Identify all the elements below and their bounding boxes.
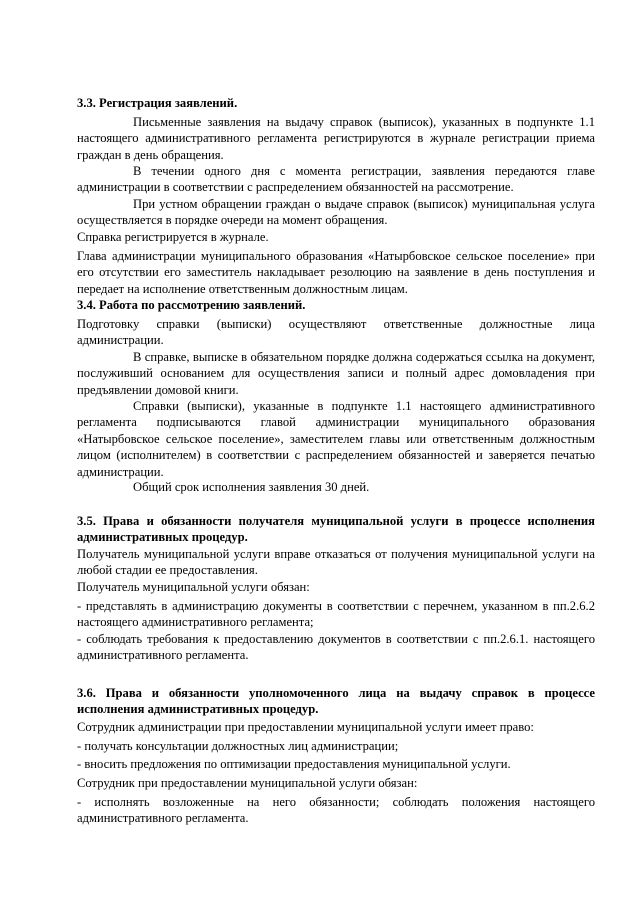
section-3-5-paragraph-4: - соблюдать требования к предоставлению документов в соответствии с пп.2.6.1. настоящего административного регламента. <box>77 632 595 663</box>
section-3-6-paragraph-2: - получать консультации должностных лиц администрации; <box>77 739 399 753</box>
section-3-4-paragraph-2: В справке, выписке в обязательном порядке должна содержаться ссылка на документ, послуживший основанием для осуществления записи и полный адрес домовладения при предъявлении домовой книги. <box>77 350 595 397</box>
section-3-5-heading: 3.5. Права и обязанности получателя муниципальной услуги в процессе исполнения административных процедур. <box>77 514 595 545</box>
section-3-6-paragraph-3: - вносить предложения по оптимизации предоставления муниципальной услуги. <box>77 757 511 771</box>
section-3-4-heading: 3.4. Работа по рассмотрению заявлений. <box>77 298 306 312</box>
section-3-6-paragraph-4: Сотрудник при предоставлении муниципальной услуги обязан: <box>77 776 418 790</box>
section-3-3-paragraph-4: Справка регистрируется в журнале. <box>77 230 269 244</box>
section-3-5-paragraph-3: - представлять в администрацию документы в соответствии с перечнем, указанном в пп.2.6.2 настоящего административного регламента; <box>77 599 595 630</box>
section-3-3-paragraph-3: При устном обращении граждан о выдаче справок (выписок) муниципальная услуга осуществляется в порядке очереди на момент обращения. <box>77 197 595 228</box>
section-3-3-paragraph-5: Глава администрации муниципального образования «Натырбовское сельское поселение» при его отсутствии его заместитель накладывает резолюцию на заявление в день поступления и передает на исполнение ответственным должностным лицам. <box>77 249 595 296</box>
section-3-4-paragraph-3: Справки (выписки), указанные в подпункте 1.1 настоящего административного регламента подписываются главой администрации муниципального образования «Натырбовское сельское поселение», заместителем главы или ответственным должностным лицом (исполнителем) в соответствии с распределением обязанностей и заверяется печатью администрации. <box>77 399 595 479</box>
section-3-6-paragraph-1: Сотрудник администрации при предоставлении муниципальной услуги имеет право: <box>77 720 534 734</box>
section-3-3-paragraph-1: Письменные заявления на выдачу справок (выписок), указанных в подпункте 1.1 настоящего административного регламента регистрируются в журнале регистрации приема граждан в день обращения. <box>77 115 595 162</box>
section-3-6-paragraph-5: - исполнять возложенные на него обязанности; соблюдать положения настоящего административного регламента. <box>77 795 595 826</box>
section-3-4-paragraph-4: Общий срок исполнения заявления 30 дней. <box>133 480 370 494</box>
section-3-5-paragraph-2: Получатель муниципальной услуги обязан: <box>77 580 310 594</box>
section-3-3-heading: 3.3. Регистрация заявлений. <box>77 96 238 110</box>
section-3-5-paragraph-1: Получатель муниципальной услуги вправе отказаться от получения муниципальной услуги на любой стадии ее предоставления. <box>77 547 595 578</box>
section-3-3-paragraph-2: В течении одного дня с момента регистрации, заявления передаются главе администрации в соответствии с распределением обязанностей на рассмотрение. <box>77 164 595 195</box>
section-3-4-paragraph-1: Подготовку справки (выписки) осуществляют ответственные должностные лица администрации. <box>77 317 595 348</box>
section-3-6-heading: 3.6. Права и обязанности уполномоченного лица на выдачу справок в процессе исполнения административных процедур. <box>77 686 595 717</box>
